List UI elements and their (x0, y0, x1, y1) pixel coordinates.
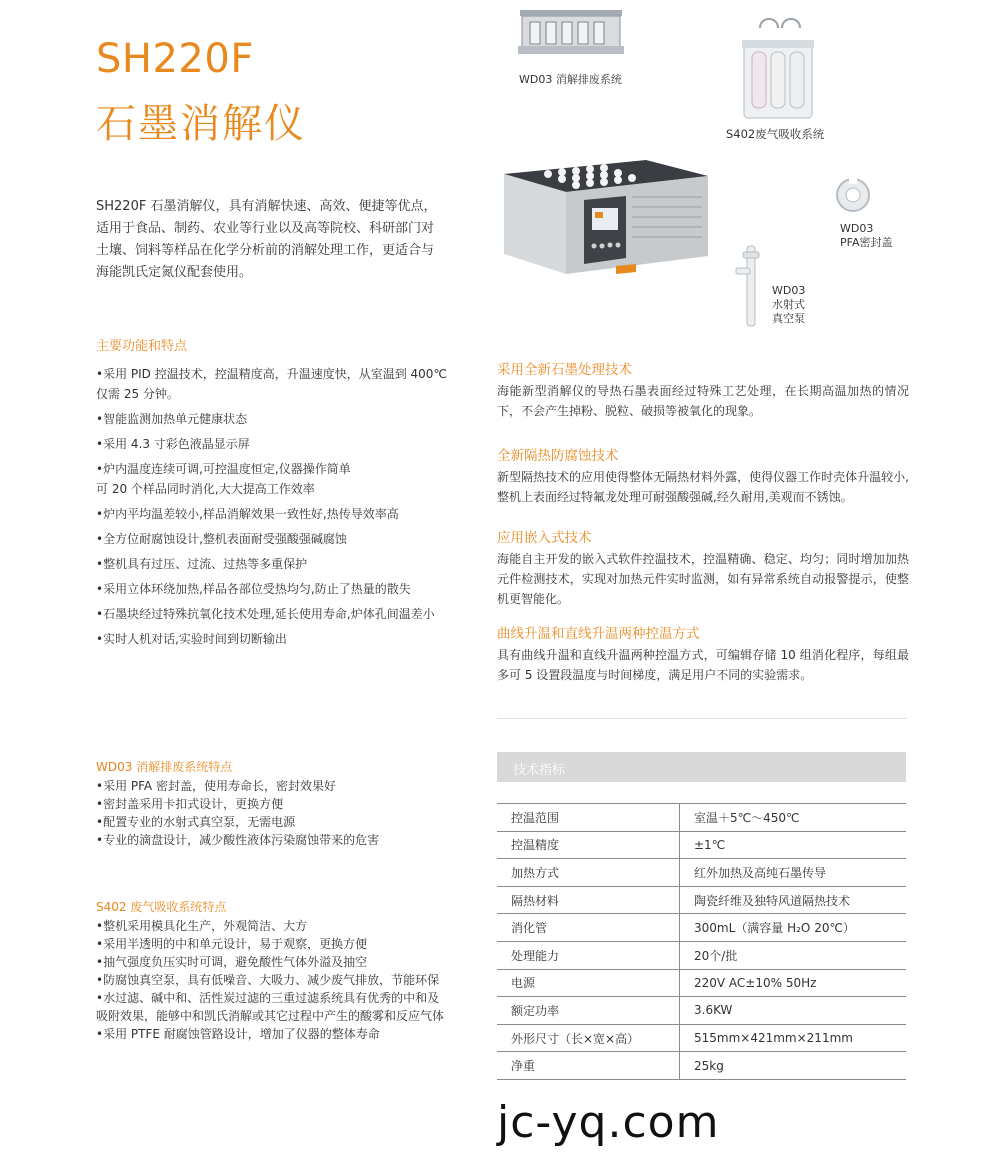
tech-section-heating-modes (497, 622, 909, 685)
s402-caption: S402废气吸收系统 (726, 127, 825, 141)
table-row (497, 859, 906, 887)
spec-value: 220V AC±10% 50Hz (680, 969, 907, 997)
spec-key: 隔热材料 (497, 886, 680, 914)
feature-item: •炉内平均温差较小,样品消解效果一致性好,热传导效率高 (96, 507, 399, 521)
s402-features (96, 898, 446, 1043)
spec-key: 控温精度 (497, 831, 680, 859)
spec-key: 消化管 (497, 914, 680, 942)
tech-text: 海能新型消解仪的导热石墨表面经过特殊工艺处理，在长期高温加热的情况下，不会产生掉粉、脱粒、破损等被氧化的现象。 (497, 384, 909, 418)
spec-value: 25kg (680, 1052, 907, 1080)
website-url: jc-yq.com (497, 1097, 720, 1148)
wd03-item: •配置专业的水射式真空泵，无需电源 (96, 815, 296, 829)
s402-item: •采用 PTFE 耐腐蚀管路设计，增加了仪器的整体寿命 (96, 1027, 380, 1041)
s402-heading: S402 废气吸收系统特点 (96, 900, 227, 914)
table-row (497, 941, 906, 969)
feature-item: •采用 PID 控温技术，控温精度高，升温速度快，从室温到 400℃仅需 25 分钟。 (96, 367, 447, 401)
table-row (497, 914, 906, 942)
feature-item: •智能监测加热单元健康状态 (96, 412, 248, 426)
pfa-cap-image (834, 176, 872, 214)
table-row (497, 886, 906, 914)
pfa-caption-model: WD03 (840, 222, 874, 235)
s402-item: •采用半透明的中和单元设计，易于观察，更换方便 (96, 937, 368, 951)
specs-header-bar (497, 752, 906, 782)
tech-heading: 全新隔热防腐蚀技术 (497, 448, 619, 464)
table-row (497, 997, 906, 1025)
pump-caption-type: 水射式 (772, 298, 805, 311)
wd03-item: •专业的滴盘设计，减少酸性液体污染腐蚀带来的危害 (96, 833, 380, 847)
spec-value: 515mm×421mm×211mm (680, 1024, 907, 1052)
features-heading: 主要功能和特点 (96, 339, 188, 354)
features-list (96, 364, 456, 654)
wd03-item: •密封盖采用卡扣式设计，更换方便 (96, 797, 284, 811)
specs-table (497, 803, 906, 1080)
spec-value: 红外加热及高纯石墨传导 (680, 859, 907, 887)
wd03-system-image (516, 6, 626, 66)
spec-value: 20个/批 (680, 941, 907, 969)
tech-heading: 曲线升温和直线升温两种控温方式 (497, 626, 700, 642)
pfa-caption-name: PFA密封盖 (840, 236, 893, 249)
intro-paragraph: SH220F 石墨消解仪，具有消解快速、高效、便捷等优点，适用于食品、制药、农业等行业以及高等院校、科研部门对土壤、饲料等样品在化学分析前的消解处理工作，更适合与海能凯氏定氮仪配套使用。 (96, 199, 437, 280)
spec-key: 控温范围 (497, 804, 680, 832)
tech-section-insulation (497, 444, 909, 507)
product-model: SH220F (96, 36, 254, 82)
table-row (497, 969, 906, 997)
spec-key: 处理能力 (497, 941, 680, 969)
spec-value: 3.6KW (680, 997, 907, 1025)
spec-key: 净重 (497, 1052, 680, 1080)
tech-section-embedded (497, 526, 909, 609)
table-row (497, 1024, 906, 1052)
feature-item: •采用 4.3 寸彩色液晶显示屏 (96, 437, 250, 451)
table-row (497, 1052, 906, 1080)
s402-item: •防腐蚀真空泵，具有低噪音、大吸力、减少废气排放，节能环保 (96, 973, 440, 987)
table-row (497, 831, 906, 859)
s402-image (738, 14, 818, 122)
s402-item: •整机采用模具化生产，外观简洁、大方 (96, 919, 308, 933)
feature-item: •整机具有过压、过流、过热等多重保护 (96, 557, 308, 571)
vacuum-pump-image (734, 244, 768, 330)
tech-text: 具有曲线升温和直线升温两种控温方式，可编辑存储 10 组消化程序，每组最多可 5 设置段温度与时间梯度，满足用户不同的实验需求。 (497, 648, 909, 682)
s402-item: •水过滤、碱中和、活性炭过滤的三重过滤系统具有优秀的中和及吸附效果，能够中和凯氏消解或其它过程中产生的酸雾和反应气体 (96, 991, 445, 1023)
wd03-item: •采用 PFA 密封盖，使用寿命长，密封效果好 (96, 779, 336, 793)
spec-value: 300mL（满容量 H₂O 20℃） (680, 914, 907, 942)
feature-item: •全方位耐腐蚀设计,整机表面耐受强酸强碱腐蚀 (96, 532, 347, 546)
tech-text: 新型隔热技术的应用使得整体无隔热材料外露，使得仪器工作时壳体升温较小,整机上表面经过特氟龙处理可耐强酸强碱,经久耐用,美观而不锈蚀。 (497, 470, 909, 504)
spec-key: 额定功率 (497, 997, 680, 1025)
wd03-system-caption: WD03 消解排废系统 (519, 73, 622, 86)
digester-image (496, 156, 716, 280)
spec-key: 加热方式 (497, 859, 680, 887)
product-name: 石墨消解仪 (96, 101, 306, 147)
spec-value: ±1℃ (680, 831, 907, 859)
tech-text: 海能自主开发的嵌入式软件控温技术，控温精确、稳定、均匀；同时增加加热元件检测技术，实现对加热元件实时监测，如有异常系统自动报警提示，使整机更智能化。 (497, 552, 909, 606)
section-divider (497, 718, 907, 719)
spec-value: 陶瓷纤维及独特风道隔热技术 (680, 886, 907, 914)
tech-heading: 采用全新石墨处理技术 (497, 362, 632, 378)
wd03-features (96, 758, 456, 849)
spec-value: 室温＋5℃～450℃ (680, 804, 907, 832)
table-row (497, 804, 906, 832)
feature-item: •采用立体环绕加热,样品各部位受热均匀,防止了热量的散失 (96, 582, 411, 596)
feature-item: •炉内温度连续可调,可控温度恒定,仪器操作简单 可 20 个样品同时消化,大大提高工作效率 (96, 462, 351, 496)
wd03-heading: WD03 消解排废系统特点 (96, 760, 233, 774)
s402-item: •抽气强度负压实时可调，避免酸性气体外溢及抽空 (96, 955, 368, 969)
spec-key: 电源 (497, 969, 680, 997)
tech-section-graphite (497, 358, 909, 421)
feature-item: •石墨块经过特殊抗氧化技术处理,延长使用寿命,炉体孔间温差小 (96, 607, 435, 621)
pump-caption-model: WD03 (772, 284, 806, 297)
feature-item: •实时人机对话,实验时间到切断输出 (96, 632, 287, 646)
spec-key: 外形尺寸（长×宽×高） (497, 1024, 680, 1052)
specs-heading: 技术指标 (513, 763, 566, 778)
tech-heading: 应用嵌入式技术 (497, 530, 592, 546)
pump-caption-name: 真空泵 (772, 312, 805, 325)
